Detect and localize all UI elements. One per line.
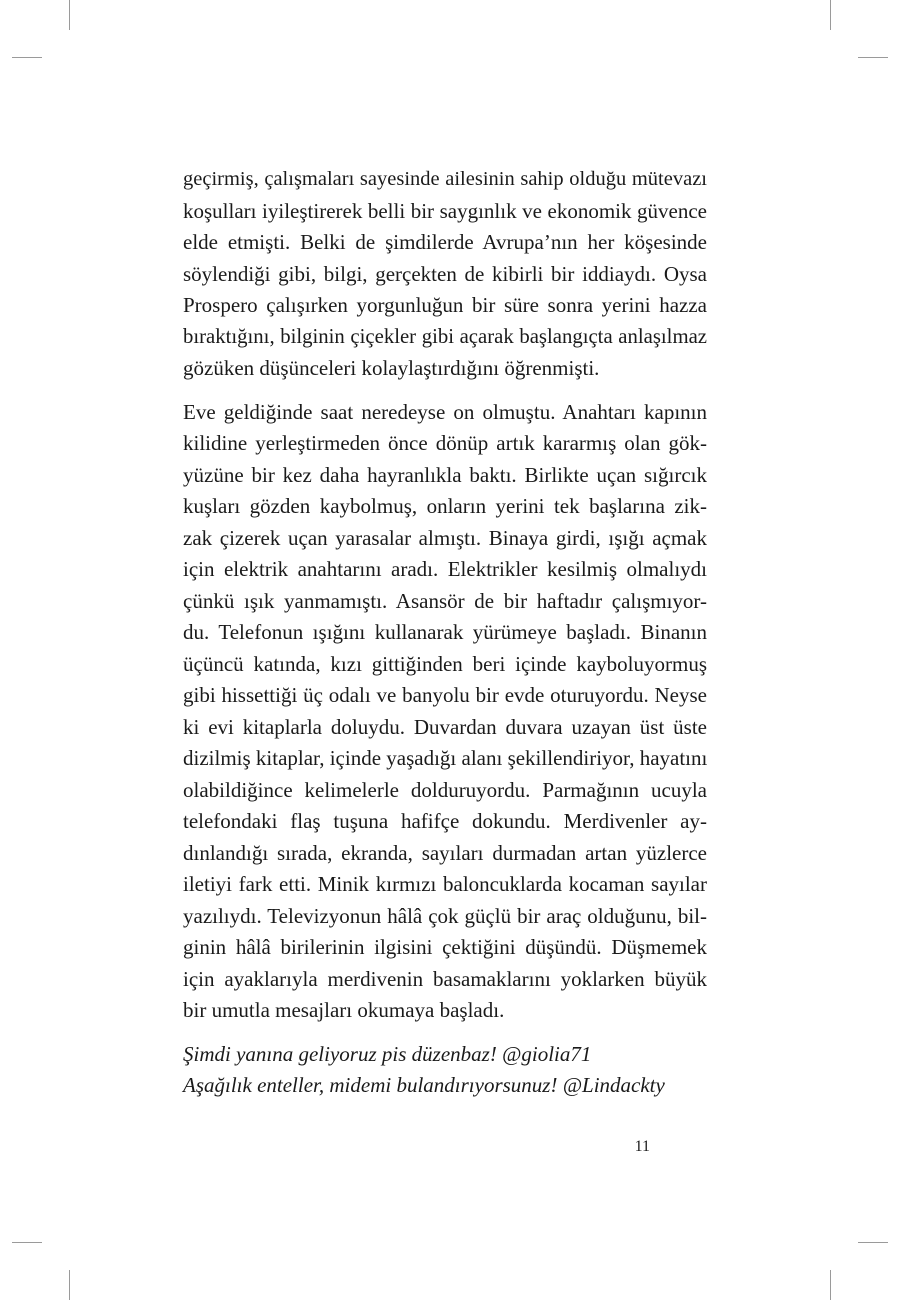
text-line: ki evi kitaplarla doluydu. Duvardan duvara uzayan üst üste [183, 714, 707, 739]
paragraph-2 [183, 397, 707, 1027]
text-line: kilidine yerleştirmeden önce dönüp artık kararmış olan gök- [183, 431, 707, 455]
quoted-messages [183, 1039, 707, 1102]
text-line: yazılıydı. Televizyonun hâlâ çok güçlü bir araç olduğunu, bil- [183, 903, 707, 928]
text-line: söylendiği gibi, bilgi, gerçekten de kibirli bir iddiaydı. Oysa [183, 261, 707, 286]
text-line: ginin hâlâ birilerinin ilgisini çektiğini düşündü. Düşmemek [183, 935, 707, 959]
text-line: gibi hissettiği üç odalı ve banyolu bir evde oturuyordu. Neyse [183, 683, 707, 707]
paragraph-1 [183, 164, 707, 385]
text-line: geçirmiş, çalışmaları sayesinde ailesinin sahip olduğu mütevazı [183, 168, 707, 190]
text-line: için ayaklarıyla merdivenin basamaklarını yoklarken büyük [183, 966, 707, 991]
text-line: için elektrik anahtarını aradı. Elektrikler kesilmiş olmalıydı [183, 557, 707, 581]
text-line: telefondaki flaş tuşuna hafifçe dokundu. Merdivenler ay- [183, 809, 707, 833]
text-line: elde etmişti. Belki de şimdilerde Avrupa’nın her köşesinde [183, 230, 707, 254]
text-line: üçüncü katında, kızı gittiğinden beri içinde kayboluyormuş [183, 651, 707, 676]
text-line: du. Telefonun ışığını kullanarak yürümeye başladı. Binanın [183, 620, 707, 644]
crop-mark-bottom-right [830, 1270, 831, 1300]
crop-mark-right-bottom [858, 1242, 888, 1243]
text-line: gözüken düşünceleri kolaylaştırdığını öğrenmişti. [183, 356, 600, 380]
paragraph-gap [183, 385, 707, 397]
text-line: zak çizerek uçan yarasalar almıştı. Binaya girdi, ışığı açmak [183, 525, 707, 550]
text-line: dizilmiş kitaplar, içinde yaşadığı alanı şekillendiriyor, hayatını [183, 746, 708, 770]
text-line: Eve geldiğinde saat neredeyse on olmuştu. Anahtarı kapının [183, 399, 707, 424]
text-line: dınlandığı sırada, ekranda, sayıları durmadan artan yüzlerce [183, 840, 707, 865]
quote-message: Şimdi yanına geliyoruz pis düzenbaz! @giolia71 [183, 1041, 592, 1066]
text-line: bir umutla mesajları okumaya başladı. [183, 998, 505, 1022]
crop-mark-bottom-left [69, 1270, 70, 1300]
crop-mark-top-right [830, 0, 831, 30]
quote-message: Aşağılık enteller, midemi bulandırıyorsunuz! @Lindackty [183, 1073, 665, 1097]
text-line: koşulları iyileştirerek belli bir saygınlık ve ekonomik güvence [183, 198, 707, 223]
crop-mark-left-top [12, 57, 42, 58]
body-text [183, 164, 707, 1102]
page-number: 11 [634, 1138, 650, 1155]
crop-mark-top-left [69, 0, 70, 30]
paragraph-gap [183, 1027, 707, 1039]
text-line: iletiyi fark etti. Minik kırmızı baloncuklarda kocaman sayılar [183, 872, 707, 896]
text-line: olabildiğince kelimelerle dolduruyordu. Parmağının ucuyla [183, 777, 707, 802]
text-line: kuşları gözden kaybolmuş, onların yerini tek başlarına zik- [183, 494, 707, 518]
text-line: çünkü ışık yanmamıştı. Asansör de bir haftadır çalışmıyor- [183, 588, 707, 613]
crop-mark-right-top [858, 57, 888, 58]
text-line: Prospero çalışırken yorgunluğun bir süre sonra yerini hazza [183, 293, 707, 317]
crop-mark-left-bottom [12, 1242, 42, 1243]
text-line: yüzüne bir kez daha hayranlıkla baktı. Birlikte uçan sığırcık [183, 462, 707, 487]
text-line: bıraktığını, bilginin çiçekler gibi açarak başlangıçta anlaşılmaz [183, 325, 707, 348]
